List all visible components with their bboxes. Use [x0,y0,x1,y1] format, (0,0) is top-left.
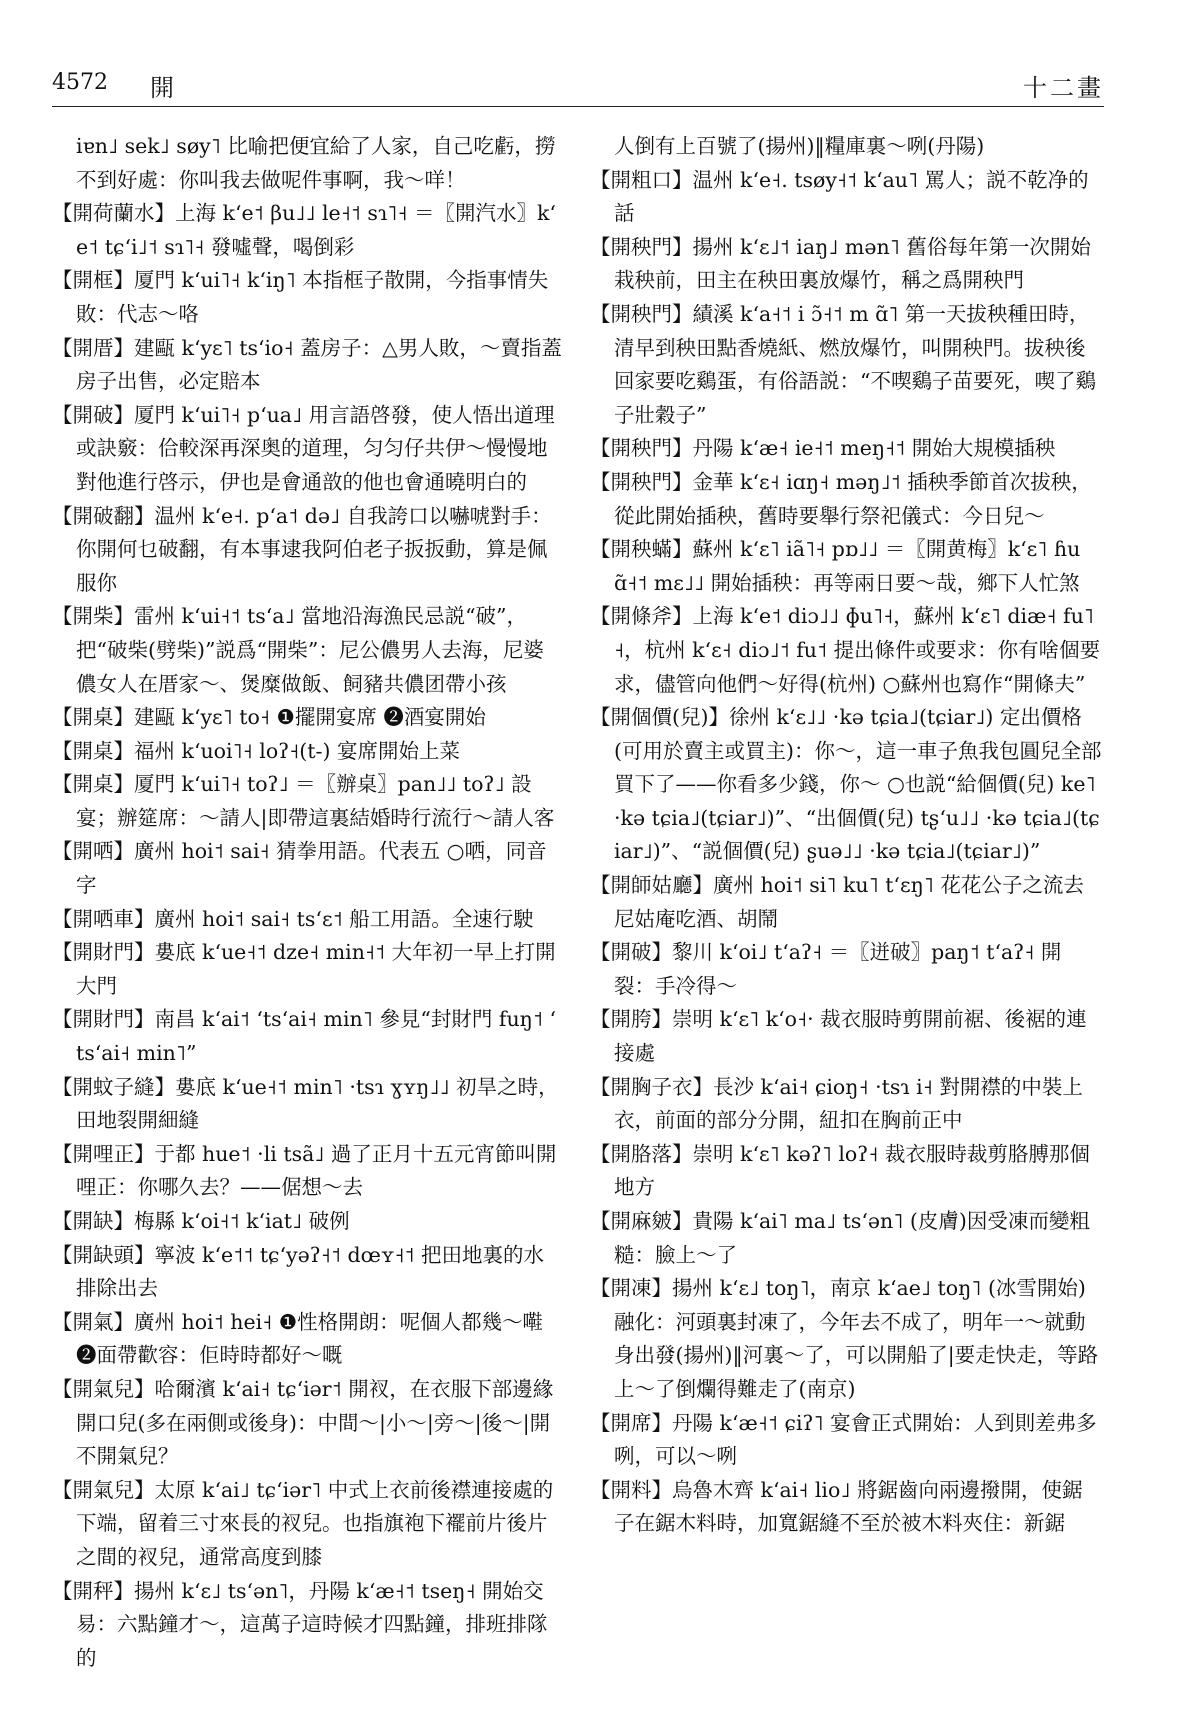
dictionary-entry: 人倒有上百號了(揚州)‖糧庫裏～咧(丹陽) [614,134,985,158]
dictionary-entry: 【開哂】廣州 hoi˦ sai˧ 猜拳用語。代表五 ○哂，同音字 [52,839,547,898]
dictionary-entry: 【開胳落】崇明 kʻɛ˥ kəʔ˥ loʔ˧ 裁衣服時裁剪胳膊那個地方 [590,1141,1090,1200]
dictionary-entry: 【開麻皴】貴陽 kʻai˥ ma˩ tsʻən˥ (皮膚)因受凍而變粗糙：臉上～了 [590,1209,1090,1267]
dictionary-entry: 【開哂車】廣州 hoi˦ sai˧ tsʻɛ˦ 船工用語。全速行駛 [52,906,534,931]
dictionary-entry: 【開秧門】丹陽 kʻæ˧ ie˧˦ meŋ˧˦ 開始大規模插秧 [590,436,1056,461]
dictionary-entry: 【開胯】崇明 kʻɛ˥ kʻo˧· 裁衣服時剪開前裾、後裾的連接處 [590,1007,1087,1066]
page-header [52,66,1104,107]
stroke-section: 十二畫 [1023,74,1104,102]
right-column [590,130,1102,1541]
dictionary-entry: 【開秧門】揚州 kʻɛ˩˦ iaŋ˩ mən˥ 舊俗每年第一次開始栽秧前，田主在秧田裏放爆竹，稱之爲開秧門 [590,234,1091,293]
dictionary-entry: 【開席】丹陽 kʻæ˧˦ ɕiʔ˥ 宴會正式開始：人到則差弗多咧，可以～咧 [590,1410,1097,1469]
dictionary-entry: 【開桌】建甌 kʻyɛ˥ to˧ ❶擺開宴席 ❷酒宴開始 [52,705,486,730]
dictionary-entry: 【開厝】建甌 kʻyɛ˥ tsʻio˧ 蓋房子：△男人敗，～賣指蓋房子出售，必定賠本 [52,335,562,394]
dictionary-entry: 【開秧門】金華 kʻɛ˧ iɑŋ˧ məŋ˩˦ 插秧季節首次拔秧，從此開始插秧，舊時要舉行祭祀儀式：今日兒～ [590,469,1092,528]
dictionary-entry: 【開料】烏魯木齊 kʻai˧ lio˩ 將鋸齒向兩邊撥開，使鋸子在鋸木料時，加寬鋸縫不至於被木料夾住：新鋸 [590,1477,1083,1536]
dictionary-entry: iɐn˩ sek˩ søy˥ 比喻把便宜給了人家，自己吃虧，撈不到好處：你叫我去做呢件事啊，我～咩！ [76,134,556,192]
dictionary-entry: 【開條斧】上海 kʻe˦ diɔ˩˩ ɸu˥˧，蘇州 kʻɛ˥ diæ˧ fu˥˧，杭州 kʻɛ˧ diɔ˩˦ fu˦ 提出條件或要求：你有啥個要求，儘管向他們～好得(杭州) ○蘇州也寫作“開條夫” [590,604,1101,696]
dictionary-entry: 【開桌】福州 kʻuoi˥˧ loʔ˧(t-) 宴席開始上菜 [52,738,460,763]
dictionary-entry: 【開哩正】于都 hue˦ ·li tsã˩ 過了正月十五元宵節叫開哩正：你哪久去？——倨想～去 [52,1141,557,1200]
dictionary-entry: 【開凍】揚州 kʻɛ˩ toŋ˥，南京 kʻae˩ toŋ˥ (冰雪開始)融化：河頭裏封凍了，今年去不成了，明年一～就動身出發(揚州)‖河裏～了，可以開船了|要走快走，等路上～了倒爛得難走了(南京) [590,1276,1099,1401]
dictionary-entry: 【開氣兒】哈爾濱 kʻai˧ tɕʻiər˦ 開衩，在衣服下部邊緣開口兒(多在兩側或後身)：中間～|小～|旁～|後～|開不開氣兒？ [52,1376,554,1469]
left-column [52,130,564,1675]
dictionary-entry: 【開破】厦門 kʻui˥˧ pʻua˩ 用言語啓發，使人悟出道理或訣竅：佮較深再深奥的道理，匀匀仔共伊～慢慢地對他進行啓示，伊也是會通敨的他也會通曉明白的 [52,402,555,494]
dictionary-entry: 【開氣】廣州 hoi˦ hei˧ ❶性格開朗：呢個人都幾～嚡 ❷面帶歡容：佢時時都好～嘅 [52,1309,544,1368]
dictionary-entry: 【開秤】揚州 kʻɛ˩ tsʻən˥，丹陽 kʻæ˧˦ tseŋ˧ 開始交易：六點鐘才～，這萬子這時候才四點鐘，排班排隊的 [52,1578,548,1670]
dictionary-entry: 【開氣兒】太原 kʻai˩ tɕʻiər˥ 中式上衣前後襟連接處的下端，留着三寸來長的衩兒。也指旗袍下襬前片後片之間的衩兒，通常高度到膝 [52,1477,554,1569]
dictionary-entry: 【開秧門】績溪 kʻa˧˦ i ɔ̃˧˦ m ɑ̃˥ 第一天拔秧種田時，清早到秧田點香燒紙、燃放爆竹，叫開秧門。拔秧後回家要吃鷄蛋，有俗語説：“不喫鷄子苗要死，喫了鷄子壯穀子” [590,301,1096,427]
dictionary-entry: 【開秧蟎】蘇州 kʻɛ˥ iã˥˧ pɒ˩˩ ＝〖開黄梅〗kʻɛ˥ ɦuɑ̃˧˦ mɛ˩˩ 開始插秧：再等兩日要～哉，鄉下人忙煞 [590,537,1081,595]
head-character: 開 [150,74,174,102]
dictionary-entry: 【開粗口】温州 kʻe˧. tsøy˧˦ kʻau˥ 罵人；説不乾净的話 [590,167,1089,226]
dictionary-entry: 【開破翻】温州 kʻe˧. pʻa˦ də˩ 自我誇口以嚇唬對手：你開何乜破翻，有本事逮我阿伯老子扳扳動，算是佩服你 [52,503,552,595]
dictionary-entry: 【開框】厦門 kʻui˥˧ kʻiŋ˥ 本指框子散開，今指事情失敗：代志～咯 [52,268,549,326]
page-number: 4572 [52,70,108,95]
dictionary-entry: 【開破】黎川 kʻoi˩ tʻaʔ˧ ＝〖迸破〗paŋ˦ tʻaʔ˧ 開裂：手冷得～ [590,940,1062,998]
dictionary-entry: 【開個價(兒)】徐州 kʻɛ˩˩ ·kə tɕia˩(tɕiar˩) 定出價格(可用於賣主或買主)：你～，這一車子魚我包圓兒全部買下了——你看多少錢，你～ ○也説“給個價(兒) ke˥ ·kə tɕia˩(tɕiar˩)”、“出個價(兒) tʂʻu˩˩ ·kə tɕia˩(tɕiar˩)”、“説個價(兒) ʂuə˩˩ ·kə tɕia˩(tɕiar˩)” [590,705,1102,864]
dictionary-entry: 【開師姑廳】廣州 hoi˦ si˥ ku˥ tʻɛŋ˥ 花花公子之流去尼姑庵吃酒、胡鬧 [590,873,1084,931]
dictionary-entry: 【開財門】婁底 kʻue˧˦ dze˧ min˧˦ 大年初一早上打開大門 [52,940,556,998]
dictionary-entry: 【開缺頭】寧波 kʻe˦˦ tɕʻyəʔ˧˦ dœʏ˧˦ 把田地裏的水排除出去 [52,1242,545,1301]
dictionary-entry: 【開胸子衣】長沙 kʻai˧ ɕioŋ˧ ·tsɿ i˧ 對開襟的中裝上衣，前面的部分分開，紐扣在胸前正中 [590,1074,1083,1133]
dictionary-entry: 【開財門】南昌 kʻai˦ ʻtsʻai˧ min˥ 參見“封財門 fuŋ˦ ʻtsʻai˧ min˥” [52,1007,557,1066]
dictionary-entry: 【開蚊子縫】婁底 kʻue˧˦ min˥ ·tsɿ ɣʏŋ˩˩ 初旱之時，田地裂開細縫 [52,1074,559,1133]
dictionary-entry: 【開柴】雷州 kʻui˧˦ tsʻa˩ 當地沿海漁民忌説“破”，把“破柴(劈柴)”説爲“開柴”：尼公儂男人去海，尼婆儂女人在厝家～、煲糜做飯、飼豬共儂团帶小孩 [52,604,544,696]
dictionary-entry: 【開桌】厦門 kʻui˥˧ toʔ˩ ＝〖辦桌〗pan˩˩ toʔ˩ 設宴；辦筵席：～請人|即帶這裏結婚時行流行～請人客 [52,772,555,830]
dictionary-entry: 【開缺】梅縣 kʻoi˧˦ kʻiat˩ 破例 [52,1209,350,1233]
dictionary-entry: 【開荷蘭水】上海 kʻe˦ βu˩˩ le˧˦ sɿ˥˧ ＝〖開汽水〗kʻe˦ tɕʻi˩˦ sɿ˥˧ 發噓聲，喝倒彩 [52,201,556,259]
